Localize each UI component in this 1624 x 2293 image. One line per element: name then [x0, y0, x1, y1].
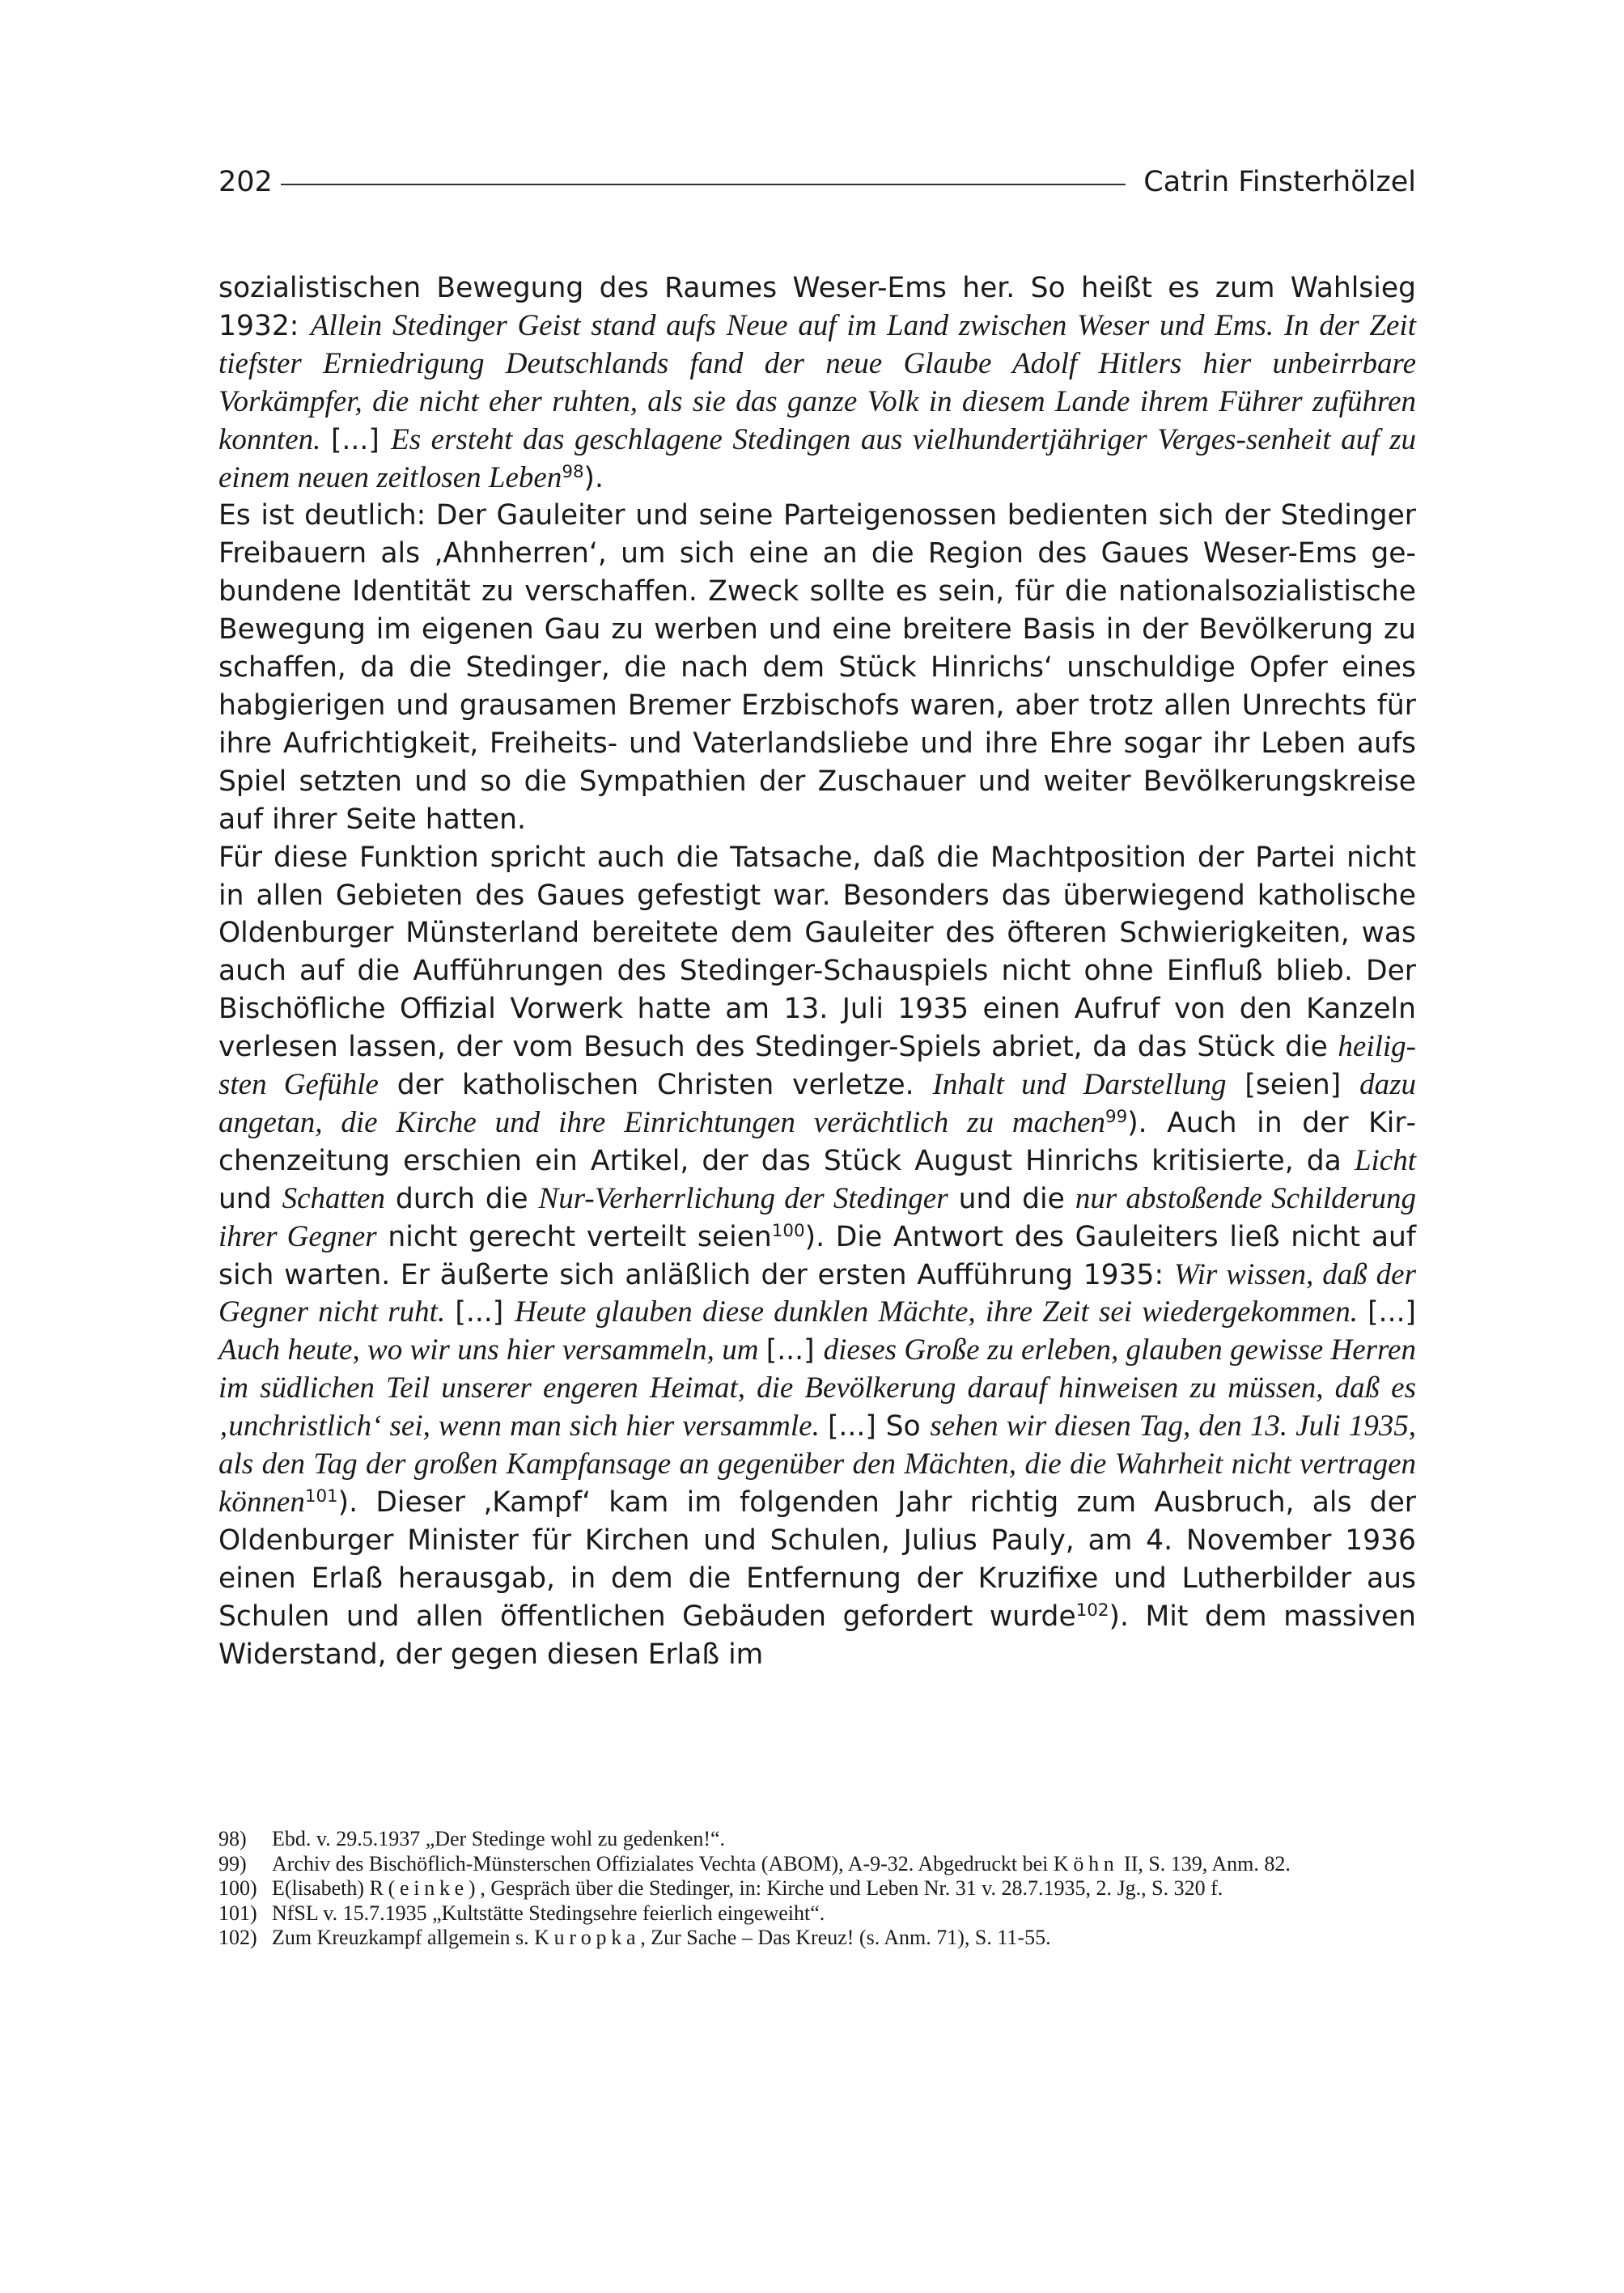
paragraph-1: sozialistischen Bewegung des Raumes Weser-Ems her. So heißt es zum Wahlsieg 1932: Allein Stedinger Geist stand aufs Neue auf im Land zwischen Weser und Ems. In der Zeit tiefster Erniedrigung Deutschlands fand der neue Glaube Adolf Hitlers hier unbeirrbare Vorkämpfer, die nicht eher ruhten, als sie das ganze Volk in diesem Lande ihrem Führer zuführen konnten. [...] Es ersteht das geschlagene Stedingen aus vielhundertjähriger Verges-senheit auf zu einem neuen zeitlosen Leben$^{98}$).: [218, 272, 1416, 494]
footnote-ref-98: 98: [562, 461, 584, 482]
author-name: Catrin Finsterhölzel: [1143, 166, 1416, 198]
footnote-ref-99: 99: [1105, 1107, 1128, 1128]
paragraph-3: Für diese Funktion spricht auch die Tatsache, daß die Machtposition der Partei nicht in allen Gebieten des Gaues gefestigt war. Besonders das überwiegend katholische Oldenburger Münsterland bereitete dem Gauleiter des öfteren Schwierigkeiten, was auch auf die Aufführungen des Stedinger-Schauspiels nicht ohne Einfluß blieb. Der Bischöfliche Offizial Vorwerk hatte am 13. Juli 1935 einen Aufruf von den Kanzeln verlesen lassen, der vom Besuch des Stedinger-Spiels abriet, da das Stück die heiligsten Gefühle der katholischen Christen verletze. Inhalt und Darstellung [seien] dazu angetan, die Kirche und ihre Einrichtungen verächtlich zu machen$^{99}$). Auch in der Kirchenzeitung erschien ein Artikel, der das Stück August Hinrichs kritisierte, da Licht und Schatten durch die Nur-Verherrlichung der Stedinger und die nur abstoßende Schilderung ihrer Gegner nicht gerecht verteilt seien$^{100}$). Die Antwort des Gauleiters ließ nicht auf sich warten. Er äußerte sich anläßlich der ersten Aufführung 1935: Wir wissen, daß der Gegner nicht ruht. [...] Heute glauben diese dunklen Mächte, ihre Zeit sei wiedergekommen. [...] Auch heute, wo wir uns hier versammeln, um [...] dieses Große zu erleben, glauben gewisse Herren im südlichen Teil unserer engeren Heimat, die Bevölkerung darauf hinweisen zu müssen, daß es ‚unchristlich‘ sei, wenn man sich hier versammle. [...] So sehen wir diesen Tag, den 13. Juli 1935, als den Tag der großen Kampfansage an gegenüber den Mächten, die die Wahrheit nicht vertragen können$^{101}$). Dieser ‚Kampf‘ kam im folgenden Jahr richtig zum Ausbruch, als der Oldenburger Minister für Kirchen und Schulen, Julius Pauly, am 4. November 1936 einen Erlaß herausgab, in dem die Entfernung der Kruzifixe und Lutherbilder aus Schulen und allen öffentlichen Gebäuden gefordert wurde$^{102}$). Mit dem massiven Widerstand, der gegen diesen Erlaß im: [218, 841, 1417, 1671]
main-text: [218, 269, 1416, 1674]
footnote-100: 100) E(lisabeth) R(einke), Gespräch über die Stedinger, in: Kirche und Leben Nr. 31 v. 28.7.1935, 2. Jg., S. 320 f.: [218, 1876, 1223, 1900]
footnote-99: 99) Archiv des Bischöflich-Münsterschen Offizialates Vechta (ABOM), A-9-32. Abgedruckt bei Köhn II, S. 139, Anm. 82.: [218, 1851, 1291, 1876]
footnote-101: 101) NfSL v. 15.7.1935 „Kultstätte Stedingsehre feierlich eingeweiht“.: [218, 1901, 825, 1925]
footnotes: [218, 1827, 1416, 1951]
running-header: [218, 166, 1416, 198]
footnote-ref-101: 101: [304, 1486, 338, 1507]
page-number: 202: [218, 166, 273, 198]
header-rule: [281, 184, 1126, 185]
footnote-102: 102) Zum Kreuzkampf allgemein s. Kuropka, Zur Sache – Das Kreuz! (s. Anm. 71), S. 11-55.: [218, 1926, 1051, 1949]
paragraph-2: Es ist deutlich: Der Gauleiter und seine Parteigenossen bedienten sich der Stedinger Freibauern als ‚Ahnherren‘, um sich eine an die Region des Gaues Weser-Ems gebundene Identität zu verschaffen. Zweck sollte es sein, für die nationalsozialistische Bewegung im eigenen Gau zu werben und eine breitere Basis in der Bevölkerung zu schaffen, da die Stedinger, die nach dem Stück Hinrichs‘ unschuldige Opfer eines habgierigen und grausamen Bremer Erzbischofs waren, aber trotz allen Unrechts für ihre Aufrichtigkeit, Freiheits- und Vaterlandsliebe und ihre Ehre sogar ihr Leben aufs Spiel setzten und so die Sympathien der Zuschauer und weiter Bevölkerungskreise auf ihrer Seite hatten.: [218, 499, 1416, 836]
footnote-ref-100: 100: [771, 1220, 805, 1241]
footnote-ref-102: 102: [1075, 1600, 1109, 1621]
footnote-98: 98) Ebd. v. 29.5.1937 „Der Stedinge wohl zu gedenken!“.: [218, 1827, 726, 1850]
